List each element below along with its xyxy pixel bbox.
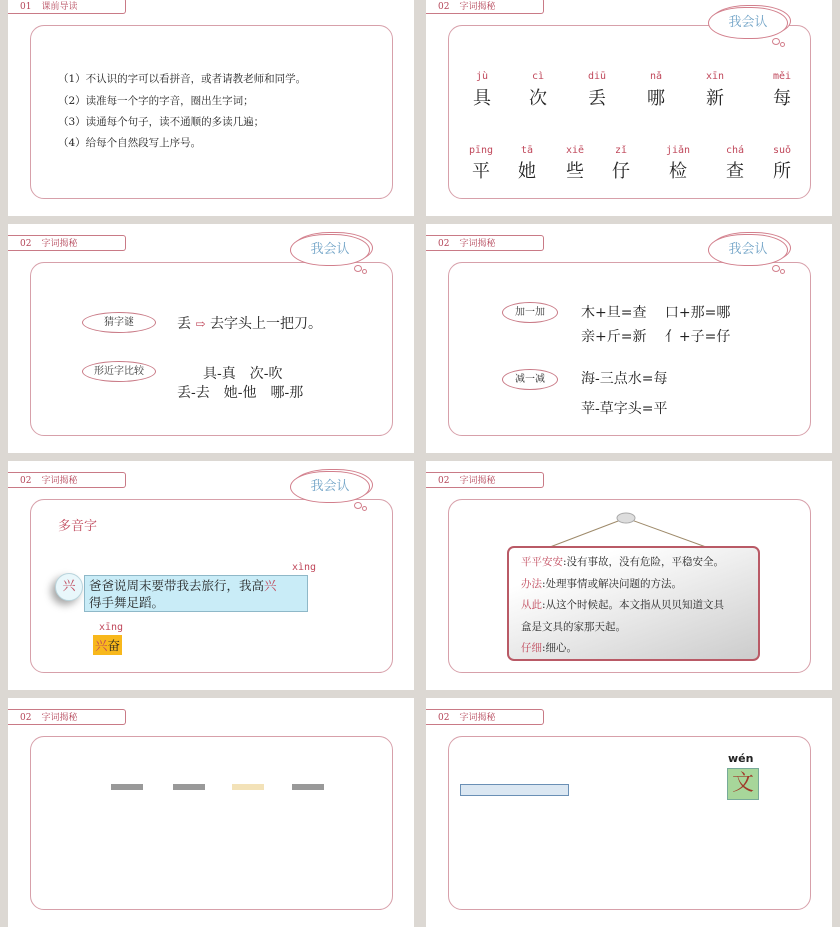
slide-6[interactable] — [426, 461, 832, 690]
thought-dot — [772, 265, 780, 272]
section-tab: 02 字词揭秘 — [426, 472, 544, 488]
character: 查 — [726, 161, 744, 182]
thought-dot — [362, 506, 367, 511]
section-tab: 01 课前导读 — [8, 0, 126, 14]
content-box — [30, 262, 393, 436]
instruction-3: （3）读通每个句子，读不通顺的多读几遍； — [58, 116, 265, 128]
term: 仔细 — [521, 642, 542, 654]
section-tab: 02 字词揭秘 — [8, 472, 126, 488]
cloud-bubble: 我会认 — [290, 471, 370, 503]
polyphone-circle: 兴 — [55, 573, 83, 601]
section-tab: 02 字词揭秘 — [8, 709, 126, 725]
add-line-1: 木+旦=查 口+那=哪 — [581, 305, 731, 321]
cloud-bubble: 我会认 — [708, 234, 788, 266]
arrow-right-icon: ⇨ — [195, 317, 206, 331]
compare-line-2: 丢-去 她-他 哪-那 — [177, 385, 304, 401]
slide-4[interactable] — [426, 224, 832, 453]
content-box — [30, 25, 393, 199]
definition: :没有事故，没有危险，平稳安全。 — [563, 556, 725, 568]
thought-dot — [780, 269, 785, 274]
term: 从此 — [521, 599, 542, 611]
table — [460, 784, 569, 796]
definition: :处理事情或解决问题的方法。 — [542, 577, 683, 590]
add-line-2: 亲+斤=新 亻+子=仔 — [581, 329, 731, 345]
character: 仔 — [612, 161, 630, 182]
content-box — [448, 736, 811, 910]
slide-2[interactable] — [426, 0, 832, 216]
word-highlight: 兴奋 — [93, 635, 122, 655]
thought-dot — [772, 38, 780, 45]
character-grid: 文 — [727, 768, 759, 800]
card — [111, 784, 143, 790]
pinyin: zǐ — [614, 145, 628, 156]
character: 哪 — [647, 88, 665, 109]
pinyin: suǒ — [772, 145, 792, 156]
riddle-line: 丢 ⇨ 去字头上一把刀。 — [177, 316, 322, 332]
pinyin-label: wén — [728, 752, 754, 765]
character: 所 — [773, 161, 791, 182]
definition-item — [521, 638, 746, 660]
pinyin: pīng — [468, 145, 494, 156]
pinyin: xīn — [705, 71, 725, 82]
instruction-2: （2）读准每一个字的字音，圈出生字词； — [58, 95, 254, 107]
character: 平 — [472, 161, 490, 182]
pinyin: chá — [725, 145, 745, 156]
thought-dot — [780, 42, 785, 47]
card — [292, 784, 324, 790]
definition-item — [521, 617, 746, 639]
instruction-1: （1）不认识的字可以看拼音，或者请教老师和同学。 — [58, 73, 307, 85]
section-tab: 02 字词揭秘 — [426, 0, 544, 14]
subtract-line-1: 海-三点水=每 — [581, 371, 668, 387]
definition-item — [521, 595, 746, 617]
character: 些 — [566, 161, 584, 182]
subtract-line-2: 苹-草字头=平 — [581, 401, 668, 417]
pinyin: tā — [520, 145, 534, 156]
character: 次 — [529, 88, 547, 109]
card — [232, 784, 264, 790]
content-box — [30, 736, 393, 910]
compare-label: 形近字比较 — [82, 361, 156, 382]
slide-7[interactable] — [8, 698, 414, 927]
cloud-bubble: 我会认 — [290, 234, 370, 266]
definition-item — [521, 552, 746, 574]
pinyin-label: xīng — [99, 622, 124, 633]
section-heading: 多音字 — [58, 519, 98, 534]
pinyin: cì — [531, 71, 545, 82]
slide-8[interactable] — [426, 698, 832, 927]
character: 具 — [473, 88, 491, 109]
add-label: 加一加 — [502, 302, 558, 323]
instruction-4: （4）给每个自然段写上序号。 — [58, 137, 202, 149]
pinyin: xiē — [565, 145, 585, 156]
term: 平平安安 — [521, 556, 563, 568]
pinyin: jiǎn — [665, 145, 691, 156]
subtract-label: 减一减 — [502, 369, 558, 390]
character: 每 — [773, 88, 791, 109]
character: 她 — [518, 161, 536, 182]
definition-item — [521, 574, 746, 596]
compare-line-1: 具-真 次-吹 — [203, 366, 283, 382]
slide-3[interactable] — [8, 224, 414, 453]
thought-dot — [354, 502, 362, 509]
riddle-label: 猜字谜 — [82, 312, 156, 333]
example-sentence: 爸爸说周末要带我去旅行，我高兴 得手舞足蹈。 — [84, 575, 308, 612]
definition: :从这个时候起。本文指从贝贝知道文具 — [542, 599, 725, 611]
section-tab: 02 字词揭秘 — [426, 709, 544, 725]
pinyin: jù — [475, 71, 489, 82]
definition: :细心。 — [542, 642, 578, 654]
term: 办法 — [521, 577, 542, 590]
definition: 盒是文具的家那天起。 — [521, 620, 626, 633]
thought-dot — [362, 269, 367, 274]
thought-dot — [354, 265, 362, 272]
pinyin: měi — [772, 71, 792, 82]
pinyin: diū — [587, 71, 607, 82]
character: 检 — [669, 161, 687, 182]
cloud-bubble: 我会认 — [708, 7, 788, 39]
slide-1[interactable] — [8, 0, 414, 216]
slide-5[interactable] — [8, 461, 414, 690]
card — [173, 784, 205, 790]
pinyin: nǎ — [649, 71, 663, 82]
pinyin-label: xìng — [292, 562, 317, 573]
section-tab: 02 字词揭秘 — [426, 235, 544, 251]
character: 丢 — [588, 88, 606, 109]
section-tab: 02 字词揭秘 — [8, 235, 126, 251]
definition-board — [507, 546, 760, 661]
character: 新 — [706, 88, 724, 109]
